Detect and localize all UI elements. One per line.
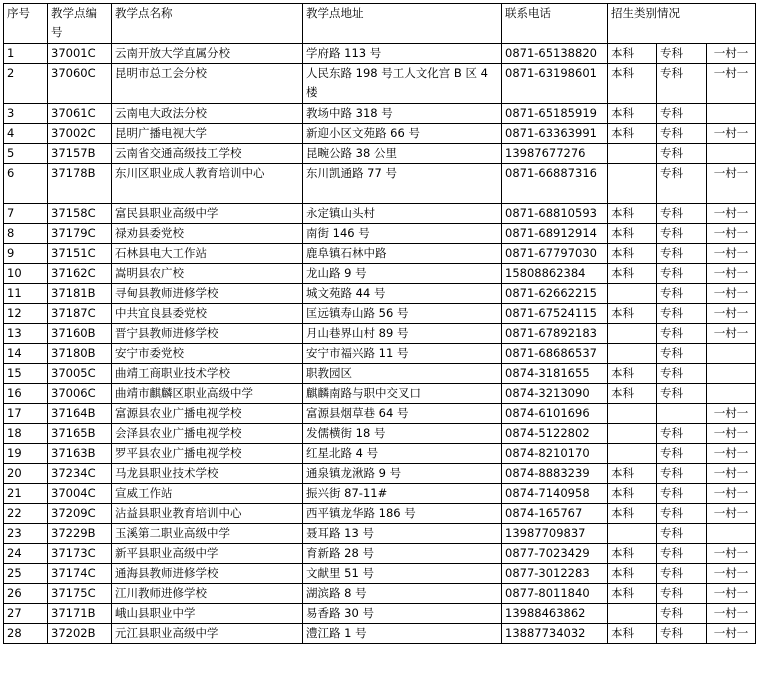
- cell-seq: 7: [4, 204, 48, 224]
- cell-college: 专科: [657, 304, 707, 324]
- cell-seq: 25: [4, 564, 48, 584]
- cell-code: 37187C: [48, 304, 112, 324]
- cell-address: 人民东路 198 号工人文化宫 B 区 4 楼: [303, 64, 502, 104]
- cell-college: 专科: [657, 264, 707, 284]
- table-row: [4, 44, 756, 64]
- cell-code: 37174C: [48, 564, 112, 584]
- table-row: [4, 604, 756, 624]
- table-row: [4, 304, 756, 324]
- table-row: [4, 244, 756, 264]
- cell-undergrad: 本科: [608, 104, 657, 124]
- cell-phone: 0874-3181655: [502, 364, 608, 384]
- cell-village: 一村一: [707, 404, 756, 424]
- cell-name: 寻甸县教师进修学校: [112, 284, 303, 304]
- cell-address: 东川凯通路 77 号: [303, 164, 502, 204]
- cell-phone: 0871-67797030: [502, 244, 608, 264]
- header-address: 教学点地址: [303, 4, 502, 44]
- cell-name: 马龙县职业技术学校: [112, 464, 303, 484]
- cell-undergrad: 本科: [608, 364, 657, 384]
- cell-undergrad: [608, 524, 657, 544]
- cell-phone: 13988463862: [502, 604, 608, 624]
- cell-address: 教场中路 318 号: [303, 104, 502, 124]
- cell-name: 中共宜良县委党校: [112, 304, 303, 324]
- cell-code: 37178B: [48, 164, 112, 204]
- cell-name: 江川教师进修学校: [112, 584, 303, 604]
- cell-phone: 0874-6101696: [502, 404, 608, 424]
- cell-code: 37165B: [48, 424, 112, 444]
- cell-code: 37173C: [48, 544, 112, 564]
- cell-address: 龙山路 9 号: [303, 264, 502, 284]
- cell-seq: 2: [4, 64, 48, 104]
- cell-seq: 27: [4, 604, 48, 624]
- cell-village: 一村一: [707, 124, 756, 144]
- cell-seq: 4: [4, 124, 48, 144]
- cell-address: 湖滨路 8 号: [303, 584, 502, 604]
- cell-address: 城文苑路 44 号: [303, 284, 502, 304]
- cell-college: 专科: [657, 244, 707, 264]
- header-seq: 序号: [4, 4, 48, 44]
- cell-address: 易香路 30 号: [303, 604, 502, 624]
- cell-village: [707, 344, 756, 364]
- header-row: [4, 4, 756, 44]
- cell-code: 37001C: [48, 44, 112, 64]
- table-row: [4, 424, 756, 444]
- cell-name: 沾益县职业教育培训中心: [112, 504, 303, 524]
- cell-name: 罗平县农业广播电视学校: [112, 444, 303, 464]
- cell-village: 一村一: [707, 504, 756, 524]
- table-row: [4, 364, 756, 384]
- cell-code: 37234C: [48, 464, 112, 484]
- table-row: [4, 444, 756, 464]
- cell-name: 峨山县职业中学: [112, 604, 303, 624]
- cell-phone: 0874-7140958: [502, 484, 608, 504]
- cell-village: 一村一: [707, 604, 756, 624]
- cell-village: 一村一: [707, 544, 756, 564]
- cell-seq: 17: [4, 404, 48, 424]
- cell-phone: 13887734032: [502, 624, 608, 644]
- cell-code: 37002C: [48, 124, 112, 144]
- cell-phone: 0874-165767: [502, 504, 608, 524]
- cell-seq: 1: [4, 44, 48, 64]
- cell-address: 发儒横街 18 号: [303, 424, 502, 444]
- cell-name: 曲靖市麒麟区职业高级中学: [112, 384, 303, 404]
- cell-address: 安宁市福兴路 11 号: [303, 344, 502, 364]
- cell-college: 专科: [657, 364, 707, 384]
- cell-college: 专科: [657, 104, 707, 124]
- cell-seq: 19: [4, 444, 48, 464]
- cell-college: 专科: [657, 384, 707, 404]
- cell-village: 一村一: [707, 624, 756, 644]
- header-name: 教学点名称: [112, 4, 303, 44]
- cell-seq: 16: [4, 384, 48, 404]
- cell-college: 专科: [657, 504, 707, 524]
- table-row: [4, 344, 756, 364]
- cell-college: 专科: [657, 444, 707, 464]
- table-row: [4, 204, 756, 224]
- cell-code: 37157B: [48, 144, 112, 164]
- cell-code: 37171B: [48, 604, 112, 624]
- cell-undergrad: 本科: [608, 64, 657, 104]
- cell-name: 嵩明县农广校: [112, 264, 303, 284]
- cell-undergrad: [608, 344, 657, 364]
- cell-village: [707, 144, 756, 164]
- cell-college: 专科: [657, 164, 707, 204]
- table-row: [4, 484, 756, 504]
- table-row: [4, 624, 756, 644]
- cell-undergrad: [608, 604, 657, 624]
- cell-name: 昆明广播电视大学: [112, 124, 303, 144]
- cell-address: 聂耳路 13 号: [303, 524, 502, 544]
- cell-undergrad: 本科: [608, 264, 657, 284]
- cell-seq: 20: [4, 464, 48, 484]
- cell-college: 专科: [657, 564, 707, 584]
- cell-phone: 0877-3012283: [502, 564, 608, 584]
- cell-address: 月山巷界山村 89 号: [303, 324, 502, 344]
- cell-college: 专科: [657, 544, 707, 564]
- table-row: [4, 104, 756, 124]
- teaching-point-table: [3, 3, 756, 644]
- cell-name: 云南省交通高级技工学校: [112, 144, 303, 164]
- cell-village: 一村一: [707, 164, 756, 204]
- cell-undergrad: [608, 284, 657, 304]
- cell-code: 37160B: [48, 324, 112, 344]
- cell-village: [707, 364, 756, 384]
- cell-phone: 0871-68912914: [502, 224, 608, 244]
- cell-seq: 28: [4, 624, 48, 644]
- cell-college: 专科: [657, 144, 707, 164]
- cell-phone: 0871-66887316: [502, 164, 608, 204]
- cell-code: 37209C: [48, 504, 112, 524]
- cell-village: 一村一: [707, 484, 756, 504]
- cell-seq: 12: [4, 304, 48, 324]
- cell-name: 新平县职业高级中学: [112, 544, 303, 564]
- cell-village: [707, 384, 756, 404]
- cell-code: 37004C: [48, 484, 112, 504]
- cell-address: 职教园区: [303, 364, 502, 384]
- cell-name: 石林县电大工作站: [112, 244, 303, 264]
- cell-college: 专科: [657, 524, 707, 544]
- cell-undergrad: 本科: [608, 544, 657, 564]
- cell-phone: 15808862384: [502, 264, 608, 284]
- table-row: [4, 284, 756, 304]
- table-row: [4, 504, 756, 524]
- cell-name: 元江县职业高级中学: [112, 624, 303, 644]
- table-row: [4, 164, 756, 204]
- cell-village: 一村一: [707, 424, 756, 444]
- cell-undergrad: 本科: [608, 124, 657, 144]
- cell-college: [657, 404, 707, 424]
- cell-name: 安宁市委党校: [112, 344, 303, 364]
- cell-phone: 0877-7023429: [502, 544, 608, 564]
- cell-name: 东川区职业成人教育培训中心: [112, 164, 303, 204]
- cell-phone: 0871-65138820: [502, 44, 608, 64]
- cell-undergrad: 本科: [608, 384, 657, 404]
- cell-village: [707, 104, 756, 124]
- cell-address: 澧江路 1 号: [303, 624, 502, 644]
- cell-village: 一村一: [707, 224, 756, 244]
- cell-phone: 0871-63363991: [502, 124, 608, 144]
- cell-college: 专科: [657, 424, 707, 444]
- cell-code: 37229B: [48, 524, 112, 544]
- cell-code: 37061C: [48, 104, 112, 124]
- cell-undergrad: 本科: [608, 244, 657, 264]
- table-row: [4, 324, 756, 344]
- cell-college: 专科: [657, 224, 707, 244]
- cell-college: 专科: [657, 124, 707, 144]
- header-phone: 联系电话: [502, 4, 608, 44]
- cell-college: 专科: [657, 624, 707, 644]
- cell-phone: 0874-8210170: [502, 444, 608, 464]
- table-row: [4, 264, 756, 284]
- cell-name: 云南电大政法分校: [112, 104, 303, 124]
- cell-phone: 0871-67892183: [502, 324, 608, 344]
- table-row: [4, 64, 756, 104]
- cell-address: 南街 146 号: [303, 224, 502, 244]
- cell-village: 一村一: [707, 204, 756, 224]
- cell-name: 晋宁县教师进修学校: [112, 324, 303, 344]
- cell-name: 昆明市总工会分校: [112, 64, 303, 104]
- table-row: [4, 544, 756, 564]
- cell-college: 专科: [657, 344, 707, 364]
- table-body: [4, 44, 756, 644]
- cell-undergrad: 本科: [608, 464, 657, 484]
- cell-village: [707, 524, 756, 544]
- cell-name: 禄劝县委党校: [112, 224, 303, 244]
- cell-undergrad: 本科: [608, 624, 657, 644]
- cell-name: 云南开放大学直属分校: [112, 44, 303, 64]
- cell-phone: 0871-65185919: [502, 104, 608, 124]
- cell-undergrad: 本科: [608, 224, 657, 244]
- cell-village: 一村一: [707, 244, 756, 264]
- cell-name: 会泽县农业广播电视学校: [112, 424, 303, 444]
- cell-address: 昆畹公路 38 公里: [303, 144, 502, 164]
- cell-code: 37005C: [48, 364, 112, 384]
- cell-college: 专科: [657, 44, 707, 64]
- cell-seq: 14: [4, 344, 48, 364]
- cell-undergrad: 本科: [608, 484, 657, 504]
- cell-address: 新迎小区文苑路 66 号: [303, 124, 502, 144]
- cell-seq: 3: [4, 104, 48, 124]
- cell-seq: 21: [4, 484, 48, 504]
- cell-phone: 0874-5122802: [502, 424, 608, 444]
- cell-name: 富源县农业广播电视学校: [112, 404, 303, 424]
- cell-phone: 0874-3213090: [502, 384, 608, 404]
- table-row: [4, 224, 756, 244]
- cell-seq: 22: [4, 504, 48, 524]
- cell-undergrad: 本科: [608, 504, 657, 524]
- cell-code: 37162C: [48, 264, 112, 284]
- cell-undergrad: 本科: [608, 564, 657, 584]
- table-row: [4, 464, 756, 484]
- cell-address: 匡远镇寿山路 56 号: [303, 304, 502, 324]
- cell-seq: 8: [4, 224, 48, 244]
- cell-code: 37158C: [48, 204, 112, 224]
- cell-phone: 0871-68810593: [502, 204, 608, 224]
- cell-college: 专科: [657, 484, 707, 504]
- cell-college: 专科: [657, 464, 707, 484]
- cell-village: 一村一: [707, 44, 756, 64]
- cell-code: 37179C: [48, 224, 112, 244]
- cell-seq: 23: [4, 524, 48, 544]
- table-row: [4, 404, 756, 424]
- cell-code: 37164B: [48, 404, 112, 424]
- cell-name: 宣威工作站: [112, 484, 303, 504]
- cell-phone: 0874-8883239: [502, 464, 608, 484]
- cell-village: 一村一: [707, 264, 756, 284]
- cell-village: 一村一: [707, 564, 756, 584]
- cell-college: 专科: [657, 584, 707, 604]
- cell-phone: 0877-8011840: [502, 584, 608, 604]
- cell-address: 育新路 28 号: [303, 544, 502, 564]
- cell-village: 一村一: [707, 324, 756, 344]
- cell-undergrad: [608, 404, 657, 424]
- cell-phone: 0871-62662215: [502, 284, 608, 304]
- cell-college: 专科: [657, 284, 707, 304]
- cell-seq: 9: [4, 244, 48, 264]
- cell-code: 37202B: [48, 624, 112, 644]
- cell-phone: 13987677276: [502, 144, 608, 164]
- cell-village: 一村一: [707, 64, 756, 104]
- cell-college: 专科: [657, 64, 707, 104]
- cell-village: 一村一: [707, 284, 756, 304]
- cell-code: 37151C: [48, 244, 112, 264]
- cell-name: 通海县教师进修学校: [112, 564, 303, 584]
- cell-phone: 0871-63198601: [502, 64, 608, 104]
- cell-phone: 13987709837: [502, 524, 608, 544]
- cell-seq: 10: [4, 264, 48, 284]
- cell-address: 麒麟南路与职中交叉口: [303, 384, 502, 404]
- table-row: [4, 524, 756, 544]
- header-code: 教学点编号: [48, 4, 112, 44]
- cell-seq: 13: [4, 324, 48, 344]
- cell-address: 永定镇山头村: [303, 204, 502, 224]
- cell-phone: 0871-67524115: [502, 304, 608, 324]
- cell-address: 通泉镇龙湫路 9 号: [303, 464, 502, 484]
- cell-name: 曲靖工商职业技术学校: [112, 364, 303, 384]
- header-enroll: 招生类别情况: [608, 4, 756, 44]
- cell-code: 37181B: [48, 284, 112, 304]
- cell-undergrad: 本科: [608, 304, 657, 324]
- cell-undergrad: [608, 444, 657, 464]
- table-row: [4, 584, 756, 604]
- cell-undergrad: [608, 164, 657, 204]
- cell-village: 一村一: [707, 584, 756, 604]
- cell-code: 37163B: [48, 444, 112, 464]
- cell-seq: 24: [4, 544, 48, 564]
- cell-village: 一村一: [707, 304, 756, 324]
- cell-code: 37006C: [48, 384, 112, 404]
- cell-undergrad: [608, 144, 657, 164]
- cell-phone: 0871-68686537: [502, 344, 608, 364]
- cell-seq: 15: [4, 364, 48, 384]
- table-row: [4, 384, 756, 404]
- table-row: [4, 144, 756, 164]
- cell-code: 37175C: [48, 584, 112, 604]
- cell-seq: 6: [4, 164, 48, 204]
- cell-address: 富源县烟草巷 64 号: [303, 404, 502, 424]
- cell-address: 红星北路 4 号: [303, 444, 502, 464]
- cell-seq: 11: [4, 284, 48, 304]
- cell-address: 学府路 113 号: [303, 44, 502, 64]
- cell-address: 文献里 51 号: [303, 564, 502, 584]
- cell-seq: 5: [4, 144, 48, 164]
- cell-seq: 26: [4, 584, 48, 604]
- cell-village: 一村一: [707, 464, 756, 484]
- cell-address: 西平镇龙华路 186 号: [303, 504, 502, 524]
- cell-college: 专科: [657, 204, 707, 224]
- cell-seq: 18: [4, 424, 48, 444]
- cell-college: 专科: [657, 324, 707, 344]
- cell-code: 37180B: [48, 344, 112, 364]
- cell-name: 玉溪第二职业高级中学: [112, 524, 303, 544]
- cell-undergrad: 本科: [608, 204, 657, 224]
- cell-village: 一村一: [707, 444, 756, 464]
- cell-undergrad: 本科: [608, 44, 657, 64]
- cell-address: 振兴街 87-11#: [303, 484, 502, 504]
- table-row: [4, 564, 756, 584]
- cell-code: 37060C: [48, 64, 112, 104]
- cell-undergrad: 本科: [608, 584, 657, 604]
- cell-name: 富民县职业高级中学: [112, 204, 303, 224]
- cell-address: 鹿阜镇石林中路: [303, 244, 502, 264]
- cell-undergrad: [608, 424, 657, 444]
- cell-undergrad: [608, 324, 657, 344]
- cell-college: 专科: [657, 604, 707, 624]
- table-row: [4, 124, 756, 144]
